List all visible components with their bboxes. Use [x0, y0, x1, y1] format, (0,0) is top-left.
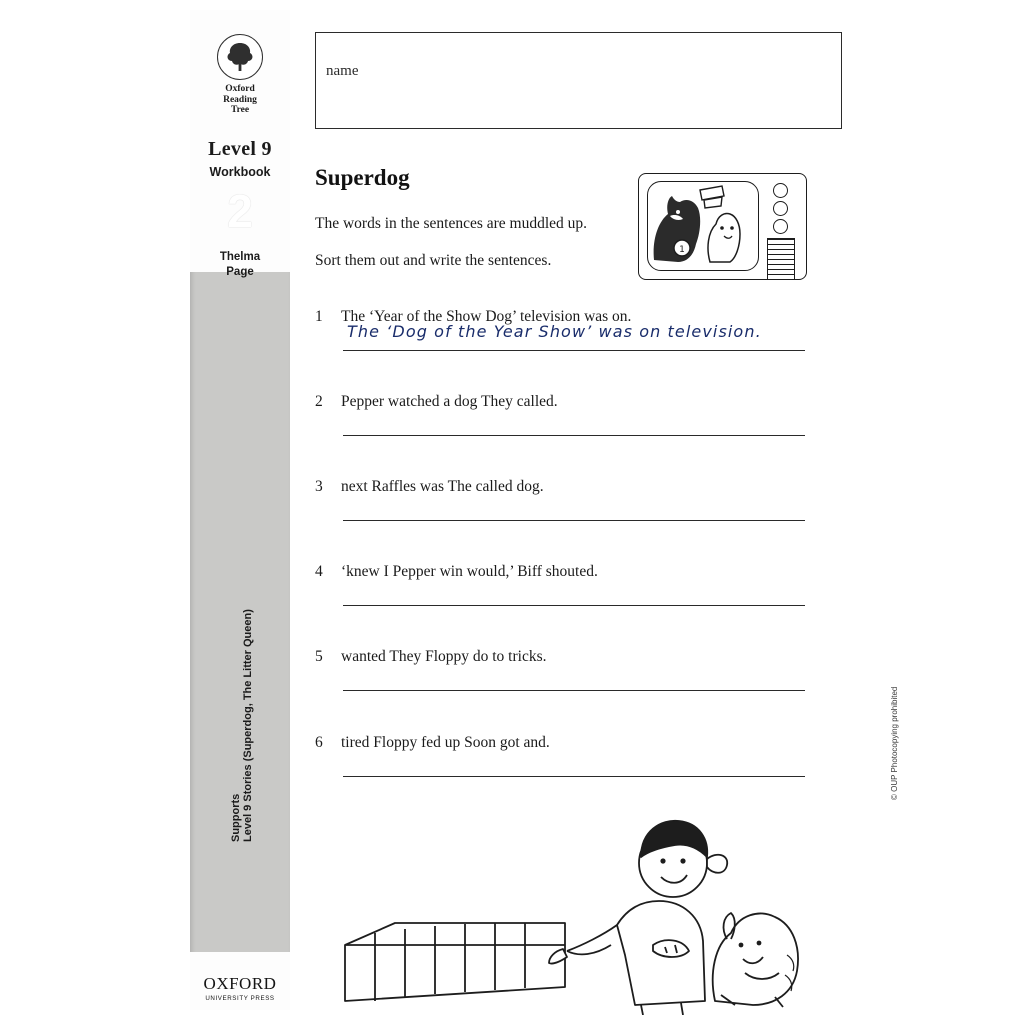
supports-label: Supports: [230, 793, 242, 842]
answer-line[interactable]: [343, 435, 805, 436]
supports-detail: Level 9 Stories (Superdog, The Litter Queen): [242, 609, 254, 842]
author-last-name: Page: [226, 266, 254, 278]
instruction-line-1: The words in the sentences are muddled up.: [315, 215, 588, 232]
bottom-illustration: [335, 805, 975, 1015]
exercise-number: 3: [315, 478, 323, 495]
logo-line-2: Reading: [223, 94, 257, 105]
exercise-number: 5: [315, 648, 323, 665]
page-title: Superdog: [315, 165, 410, 190]
publisher-logo: [190, 974, 290, 1002]
exercise-prompt: Pepper watched a dog They called.: [341, 393, 558, 410]
handwritten-answer: The ‘Dog of the Year Show’ was on television.: [347, 322, 762, 341]
oxford-reading-tree-logo: [190, 34, 290, 116]
workbook-number: 2: [227, 185, 253, 237]
answer-line[interactable]: [343, 776, 805, 777]
spine-supports-text: [230, 602, 254, 842]
exercise-prompt: next Raffles was The called dog.: [341, 478, 544, 495]
tv-knob-icon: [773, 183, 788, 198]
publisher-subtitle: UNIVERSITY PRESS: [205, 995, 275, 1002]
author-first-name: Thelma: [219, 251, 261, 263]
svg-text:1: 1: [679, 245, 685, 255]
television-screen: [647, 181, 759, 271]
tv-knob-icon: [773, 219, 788, 234]
tv-knob-icon: [773, 201, 788, 216]
television-controls: [762, 181, 799, 269]
level-title: Level 9: [208, 138, 272, 160]
television-illustration: [638, 173, 807, 280]
worksheet-sheet: [290, 10, 1014, 1010]
workbook-label: Workbook: [209, 165, 271, 179]
exercise-number: 2: [315, 393, 323, 410]
logo-line-1: Oxford: [225, 84, 255, 94]
tv-speaker-icon: [767, 238, 795, 280]
answer-line[interactable]: [343, 520, 805, 521]
name-field[interactable]: [315, 32, 842, 129]
publisher-name: OXFORD: [203, 974, 277, 993]
exercise-prompt: The ‘Year of the Show Dog’ television was on.: [341, 308, 632, 325]
answer-line[interactable]: [343, 690, 805, 691]
tree-icon: [217, 34, 263, 80]
exercise-prompt: wanted They Floppy do to tricks.: [341, 648, 547, 665]
answer-line[interactable]: [343, 605, 805, 606]
exercise-prompt: ‘knew I Pepper win would,’ Biff shouted.: [341, 563, 598, 580]
name-field-label: name: [326, 63, 359, 79]
instruction-line-2: Sort them out and write the sentences.: [315, 252, 552, 269]
exercise-prompt: tired Floppy fed up Soon got and.: [341, 734, 550, 751]
exercise-number: 6: [315, 734, 323, 751]
author-name: [190, 250, 290, 280]
book-spine: [190, 10, 290, 1010]
copyright-notice: © OUP Photocopying prohibited: [890, 686, 899, 800]
exercise-number: 4: [315, 563, 323, 580]
exercise-number: 1: [315, 308, 323, 325]
logo-line-3: Tree: [230, 105, 250, 115]
answer-line[interactable]: [343, 350, 805, 351]
